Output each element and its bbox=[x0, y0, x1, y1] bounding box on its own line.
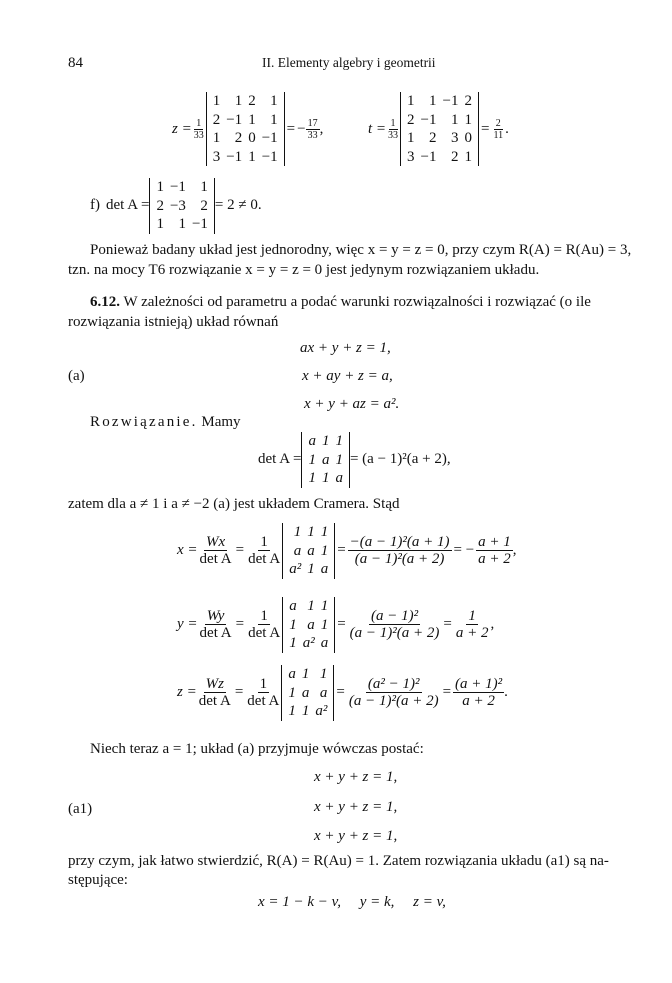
matrix-cell: 1 bbox=[307, 561, 315, 577]
part-f-determinant bbox=[149, 178, 214, 234]
z-result: $\frac{17}{33}$ bbox=[307, 117, 318, 141]
det-a-matrix bbox=[301, 432, 350, 488]
equation-1: ax + y + z = 1, bbox=[300, 340, 391, 356]
matrix-cell: a bbox=[335, 470, 343, 486]
matrix-cell: 0 bbox=[248, 130, 256, 146]
cramer-text: zatem dla a ≠ 1 i a ≠ −2 (a) jest układem Cramera. Stąd bbox=[68, 496, 400, 512]
matrix-row bbox=[286, 560, 331, 579]
matrix-cell: −1 bbox=[420, 111, 437, 128]
matrix-cell: 1 bbox=[288, 684, 296, 701]
matrix-cell: −1 bbox=[226, 111, 243, 128]
z-determinant bbox=[206, 92, 285, 166]
matrix-row bbox=[286, 616, 331, 635]
matrix-cell: 1 bbox=[288, 703, 296, 719]
solution-heading: Rozwiązanie. bbox=[90, 414, 198, 430]
matrix-cell: 1 bbox=[307, 524, 315, 540]
matrix-cell: 2 bbox=[200, 197, 208, 214]
matrix-cell: 2 bbox=[450, 148, 459, 165]
matrix-cell: 1 bbox=[320, 616, 329, 633]
matrix-cell: 1 bbox=[308, 451, 316, 468]
matrix-cell: −1 bbox=[442, 93, 459, 109]
matrix-cell: a bbox=[320, 561, 329, 577]
det-a bbox=[258, 432, 451, 488]
problem-line-1: 6.12. W zależności od parametru a podać warunki rozwiązalności i rozwiązać (o ile bbox=[90, 294, 591, 310]
part-f-lhs: det A = bbox=[106, 197, 150, 214]
matrix-row bbox=[153, 197, 210, 216]
matrix-cell: a bbox=[293, 542, 302, 559]
matrix-cell: 1 bbox=[293, 524, 302, 540]
matrix-cell: 1 bbox=[335, 433, 343, 449]
case-a1-line-1: przy czym, jak łatwo stwierdzić, R(A) = R(Au) = 1. Zatem rozwiązania układu (a1) są na- bbox=[68, 853, 609, 869]
x-determinant bbox=[282, 523, 335, 579]
matrix-cell: 1 bbox=[321, 470, 330, 486]
matrix-cell: a² bbox=[302, 635, 315, 651]
case-a1-eq-2: x + y + z = 1, bbox=[314, 799, 398, 815]
matrix-cell: a² bbox=[289, 561, 302, 577]
matrix-cell: 1 bbox=[429, 93, 437, 109]
matrix-cell: 1 bbox=[248, 111, 256, 128]
matrix-cell: 1 bbox=[320, 524, 329, 540]
z-lhs: z = bbox=[172, 120, 192, 137]
running-title: II. Elementy algebry i geometrii bbox=[262, 55, 436, 70]
matrix-cell: 1 bbox=[321, 433, 330, 449]
matrix-cell: 1 bbox=[320, 598, 329, 614]
t-result: $\frac{2}{11}$ bbox=[493, 117, 504, 141]
matrix-cell: a bbox=[307, 616, 315, 633]
matrix-cell: 3 bbox=[407, 148, 415, 165]
matrix-cell: 1 bbox=[301, 703, 310, 719]
matrix-row bbox=[404, 111, 475, 130]
matrix-cell: 1 bbox=[307, 598, 315, 614]
matrix-row bbox=[404, 129, 475, 148]
matrix-cell: 1 bbox=[270, 93, 278, 109]
matrix-cell: 3 bbox=[450, 130, 459, 146]
matrix-cell: −1 bbox=[261, 148, 278, 165]
matrix-cell: −1 bbox=[261, 130, 278, 146]
case-a1-line-2: stępujące: bbox=[68, 872, 128, 888]
matrix-cell: a bbox=[288, 666, 296, 682]
y-formula: y = $\frac{Wy}{\text{det A}}$ = $\frac{1}{\text{det A}}$ a 1 1 1 a 1 1 a² a = $\frac{\text{(a − 1)²}}{\text{(a − 1)²(a + 2)}}$ = $\frac{1}{a + 2}$ , bbox=[177, 598, 495, 651]
matrix-cell: a bbox=[308, 433, 316, 449]
problem-number: 6.12. bbox=[90, 294, 120, 310]
matrix-row bbox=[210, 148, 281, 167]
matrix-cell: a bbox=[321, 451, 330, 468]
matrix-cell: 1 bbox=[320, 542, 329, 559]
matrix-row bbox=[286, 523, 331, 542]
t-lhs: t = bbox=[368, 120, 387, 137]
matrix-cell: 1 bbox=[464, 148, 472, 165]
x-formula: x = $\frac{Wx}{\text{det A}}$ = $\frac{1}{\text{det A}}$ 1 1 1 a a 1 a² 1 a = $\frac{\text{−(a − 1)²(a + 1)}}{\text{(a − 1)²(a + 2)}}$ = − $\frac{a + 1}{a + 2}$ , bbox=[177, 524, 517, 577]
z-formula: z = $\frac{1}{33}$ 1 1 2 1 2 −1 1 1 1 2 0 −1 3 −1 1 −1 = − $\frac{17}{33}$ , bbox=[172, 93, 324, 165]
matrix-cell: a bbox=[307, 542, 315, 559]
matrix-cell: 2 bbox=[464, 93, 472, 109]
matrix-row bbox=[404, 148, 475, 167]
matrix-cell: 2 bbox=[407, 111, 415, 128]
matrix-row bbox=[286, 542, 331, 561]
matrix-cell: −1 bbox=[226, 148, 243, 165]
matrix-cell: 1 bbox=[200, 179, 208, 195]
equation-3: x + y + az = a². bbox=[304, 396, 400, 412]
matrix-row bbox=[210, 111, 281, 130]
matrix-cell: 0 bbox=[464, 130, 472, 146]
matrix-row bbox=[305, 469, 346, 488]
part-f-label: f) bbox=[90, 197, 100, 214]
matrix-cell: 2 bbox=[212, 111, 221, 128]
matrix-cell: 1 bbox=[178, 216, 186, 232]
matrix-row bbox=[285, 684, 330, 703]
t-formula: t = $\frac{1}{33}$ 1 1 −1 2 2 −1 1 1 1 2 3 0 3 −1 2 1 = $\frac{2}{11}$ . bbox=[368, 93, 509, 165]
z-cramer-determinant bbox=[281, 665, 334, 721]
matrix-row bbox=[286, 634, 331, 653]
matrix-cell: −3 bbox=[169, 197, 186, 214]
problem-line-2: rozwiązania istnieją) układ równań bbox=[68, 314, 279, 330]
case-a1-label: (a1) bbox=[68, 801, 93, 817]
matrix-cell: 3 bbox=[212, 148, 221, 165]
matrix-cell: a² bbox=[315, 703, 328, 719]
matrix-cell: 1 bbox=[450, 111, 459, 128]
matrix-cell: 1 bbox=[234, 93, 243, 109]
t-determinant bbox=[400, 92, 479, 166]
matrix-cell: a bbox=[320, 635, 329, 651]
matrix-cell: 1 bbox=[212, 93, 221, 109]
matrix-row bbox=[305, 451, 346, 470]
matrix-cell: 1 bbox=[212, 130, 221, 146]
part-f bbox=[90, 178, 262, 234]
matrix-row bbox=[285, 665, 330, 684]
matrix-cell: 1 bbox=[407, 93, 415, 109]
matrix-row bbox=[404, 92, 475, 111]
final-solution: x = 1 − k − v, y = k, z = v, bbox=[258, 894, 446, 910]
solution-heading-line: Rozwiązanie. Mamy bbox=[90, 414, 241, 430]
matrix-row bbox=[153, 215, 210, 234]
matrix-cell: 2 bbox=[234, 130, 243, 146]
matrix-cell: 2 bbox=[156, 197, 164, 214]
matrix-cell: 1 bbox=[319, 666, 328, 682]
case-a1-eq-1: x + y + z = 1, bbox=[314, 769, 398, 785]
part-f-result: = 2 ≠ 0. bbox=[214, 197, 262, 214]
matrix-cell: −1 bbox=[420, 148, 437, 165]
matrix-cell: a bbox=[319, 684, 328, 701]
matrix-cell: 1 bbox=[248, 148, 256, 165]
matrix-cell: 1 bbox=[335, 451, 343, 468]
matrix-cell: −1 bbox=[169, 179, 186, 195]
paragraph-1-line-1: Ponieważ badany układ jest jednorodny, więc x = y = z = 0, przy czym R(A) = R(Au) = 3, bbox=[90, 242, 632, 258]
y-determinant bbox=[282, 597, 335, 653]
matrix-cell: 1 bbox=[407, 130, 415, 146]
matrix-row bbox=[286, 597, 331, 616]
matrix-cell: a bbox=[289, 598, 297, 614]
matrix-cell: 1 bbox=[156, 179, 164, 195]
matrix-row bbox=[210, 92, 281, 111]
equation-2: x + ay + z = a, bbox=[302, 368, 393, 384]
matrix-cell: 1 bbox=[289, 635, 297, 651]
matrix-cell: −1 bbox=[191, 216, 208, 232]
case-a1-eq-3: x + y + z = 1, bbox=[314, 828, 398, 844]
matrix-cell: 2 bbox=[429, 130, 437, 146]
paragraph-1-line-2: tzn. na mocy T6 rozwiązanie x = y = z = 0 jest jedynym rozwiązaniem układu. bbox=[68, 262, 540, 278]
t-coefficient: $\frac{1}{33}$ bbox=[388, 117, 399, 141]
matrix-row bbox=[210, 129, 281, 148]
system-label: (a) bbox=[68, 368, 85, 384]
matrix-row bbox=[153, 178, 210, 197]
matrix-cell: 2 bbox=[248, 93, 256, 109]
matrix-cell: 1 bbox=[289, 616, 297, 633]
det-a-result: = (a − 1)²(a + 2), bbox=[349, 451, 451, 468]
z-cramer-formula: z = $\frac{Wz}{\text{det A}}$ = $\frac{1}{\text{det A}}$ a 1 1 1 a a 1 1 a² = $\frac{\text{(a² − 1)²}}{\text{(a − 1)²(a + 2)}}$ = $\frac{\text{(a + 1)²}}{a + 2}$ . bbox=[177, 666, 508, 719]
matrix-row bbox=[305, 432, 346, 451]
matrix-cell: 1 bbox=[308, 470, 316, 486]
matrix-cell: 1 bbox=[270, 111, 278, 128]
matrix-cell: 1 bbox=[301, 666, 310, 682]
z-coefficient: $\frac{1}{33}$ bbox=[193, 117, 204, 141]
page-number: 84 bbox=[68, 55, 83, 71]
case-a1-text: Niech teraz a = 1; układ (a) przyjmuje wówczas postać: bbox=[90, 741, 424, 757]
matrix-cell: 1 bbox=[464, 111, 472, 128]
det-a-lhs: det A = bbox=[258, 451, 302, 468]
matrix-cell: 1 bbox=[156, 216, 164, 232]
matrix-cell: a bbox=[301, 684, 310, 701]
matrix-row bbox=[285, 702, 330, 721]
